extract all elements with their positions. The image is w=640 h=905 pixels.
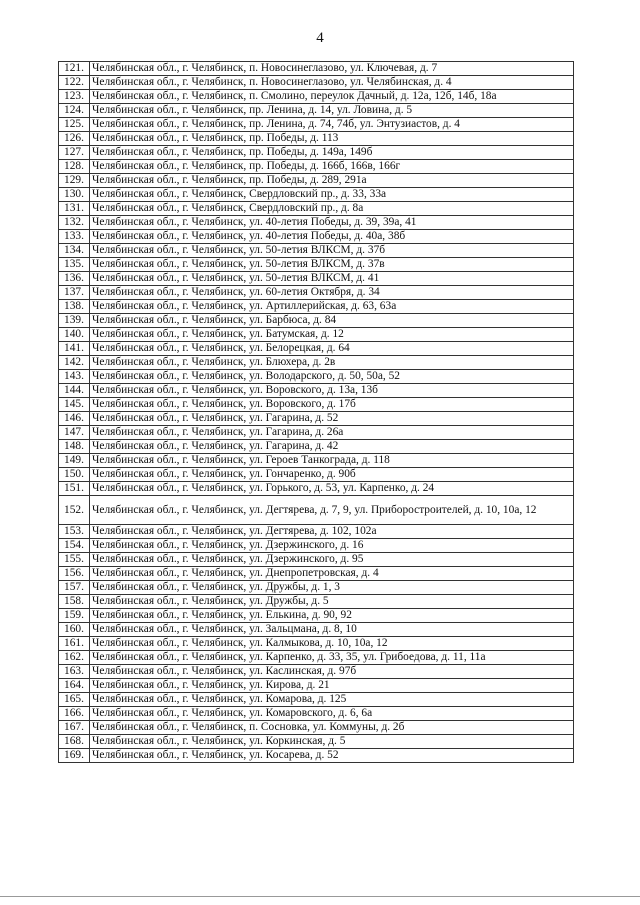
row-number: 138. <box>59 300 90 314</box>
table-row <box>59 370 574 384</box>
table-row <box>59 525 574 539</box>
table-row <box>59 300 574 314</box>
row-address: Челябинская обл., г. Челябинск, пр. Победы, д. 166б, 166в, 166г <box>90 160 574 174</box>
table-row <box>59 454 574 468</box>
row-address: Челябинская обл., г. Челябинск, ул. Каслинская, д. 97б <box>90 665 574 679</box>
row-address: Челябинская обл., г. Челябинск, ул. Дзержинского, д. 95 <box>90 553 574 567</box>
table-row <box>59 749 574 763</box>
row-address: Челябинская обл., г. Челябинск, ул. Зальцмана, д. 8, 10 <box>90 623 574 637</box>
row-address: Челябинская обл., г. Челябинск, ул. 50-летия ВЛКСМ, д. 41 <box>90 272 574 286</box>
row-number: 144. <box>59 384 90 398</box>
row-address: Челябинская обл., г. Челябинск, ул. Гончаренко, д. 90б <box>90 468 574 482</box>
table-row <box>59 160 574 174</box>
row-address: Челябинская обл., г. Челябинск, ул. Героев Танкограда, д. 118 <box>90 454 574 468</box>
table-row <box>59 356 574 370</box>
table-row <box>59 272 574 286</box>
row-address: Челябинская обл., г. Челябинск, ул. 40-летия Победы, д. 39, 39а, 41 <box>90 216 574 230</box>
row-address: Челябинская обл., г. Челябинск, ул. Белорецкая, д. 64 <box>90 342 574 356</box>
table-row <box>59 581 574 595</box>
table-row <box>59 118 574 132</box>
table-row <box>59 482 574 496</box>
row-number: 158. <box>59 595 90 609</box>
row-number: 131. <box>59 202 90 216</box>
row-address: Челябинская обл., г. Челябинск, ул. Карпенко, д. 33, 35, ул. Грибоедова, д. 11, 11а <box>90 651 574 665</box>
table-row <box>59 623 574 637</box>
table-row <box>59 230 574 244</box>
table-row <box>59 76 574 90</box>
page-number: 4 <box>316 30 324 46</box>
table-row <box>59 314 574 328</box>
row-address: Челябинская обл., г. Челябинск, ул. Дегтярева, д. 7, 9, ул. Приборостроителей, д. 10, 10а, 12 <box>90 496 574 525</box>
row-number: 156. <box>59 567 90 581</box>
row-number: 163. <box>59 665 90 679</box>
row-address: Челябинская обл., г. Челябинск, ул. Комарова, д. 125 <box>90 693 574 707</box>
row-number: 159. <box>59 609 90 623</box>
address-table-body <box>59 62 574 763</box>
table-row <box>59 707 574 721</box>
table-row <box>59 609 574 623</box>
table-row <box>59 62 574 76</box>
row-address: Челябинская обл., г. Челябинск, пр. Победы, д. 149а, 149б <box>90 146 574 160</box>
row-address: Челябинская обл., г. Челябинск, п. Новосинеглазово, ул. Ключевая, д. 7 <box>90 62 574 76</box>
row-number: 141. <box>59 342 90 356</box>
row-address: Челябинская обл., г. Челябинск, пр. Победы, д. 113 <box>90 132 574 146</box>
row-number: 124. <box>59 104 90 118</box>
row-number: 146. <box>59 412 90 426</box>
row-number: 166. <box>59 707 90 721</box>
row-number: 145. <box>59 398 90 412</box>
row-address: Челябинская обл., г. Челябинск, ул. Володарского, д. 50, 50а, 52 <box>90 370 574 384</box>
row-address: Челябинская обл., г. Челябинск, ул. Днепропетровская, д. 4 <box>90 567 574 581</box>
row-address: Челябинская обл., г. Челябинск, ул. Барбюса, д. 84 <box>90 314 574 328</box>
row-address: Челябинская обл., г. Челябинск, Свердловский пр., д. 33, 33а <box>90 188 574 202</box>
table-row <box>59 202 574 216</box>
table-row <box>59 721 574 735</box>
row-address: Челябинская обл., г. Челябинск, ул. Гагарина, д. 52 <box>90 412 574 426</box>
row-number: 161. <box>59 637 90 651</box>
table-row <box>59 384 574 398</box>
table-row <box>59 567 574 581</box>
table-row <box>59 496 574 525</box>
row-address: Челябинская обл., г. Челябинск, ул. 50-летия ВЛКСМ, д. 37б <box>90 244 574 258</box>
row-number: 147. <box>59 426 90 440</box>
row-number: 126. <box>59 132 90 146</box>
row-number: 157. <box>59 581 90 595</box>
row-number: 153. <box>59 525 90 539</box>
row-address: Челябинская обл., г. Челябинск, ул. Комаровского, д. 6, 6а <box>90 707 574 721</box>
address-table <box>58 61 574 763</box>
row-address: Челябинская обл., г. Челябинск, пр. Ленина, д. 74, 74б, ул. Энтузиастов, д. 4 <box>90 118 574 132</box>
row-number: 150. <box>59 468 90 482</box>
row-number: 130. <box>59 188 90 202</box>
table-row <box>59 426 574 440</box>
row-number: 165. <box>59 693 90 707</box>
row-address: Челябинская обл., г. Челябинск, Свердловский пр., д. 8а <box>90 202 574 216</box>
row-number: 136. <box>59 272 90 286</box>
table-row <box>59 104 574 118</box>
row-address: Челябинская обл., г. Челябинск, ул. Дзержинского, д. 16 <box>90 539 574 553</box>
row-address: Челябинская обл., г. Челябинск, ул. 60-летия Октября, д. 34 <box>90 286 574 300</box>
row-address: Челябинская обл., г. Челябинск, ул. Коркинская, д. 5 <box>90 735 574 749</box>
table-row <box>59 412 574 426</box>
row-number: 121. <box>59 62 90 76</box>
row-address: Челябинская обл., г. Челябинск, ул. 40-летия Победы, д. 40а, 38б <box>90 230 574 244</box>
row-number: 164. <box>59 679 90 693</box>
row-number: 135. <box>59 258 90 272</box>
row-address: Челябинская обл., г. Челябинск, ул. Дружбы, д. 5 <box>90 595 574 609</box>
row-number: 134. <box>59 244 90 258</box>
row-address: Челябинская обл., г. Челябинск, ул. Воровского, д. 13а, 13б <box>90 384 574 398</box>
table-row <box>59 398 574 412</box>
row-address: Челябинская обл., г. Челябинск, п. Новосинеглазово, ул. Челябинская, д. 4 <box>90 76 574 90</box>
row-number: 160. <box>59 623 90 637</box>
table-row <box>59 258 574 272</box>
row-address: Челябинская обл., г. Челябинск, ул. Косарева, д. 52 <box>90 749 574 763</box>
row-number: 142. <box>59 356 90 370</box>
row-number: 132. <box>59 216 90 230</box>
address-table-container <box>58 61 574 763</box>
table-row <box>59 637 574 651</box>
table-row <box>59 328 574 342</box>
row-number: 139. <box>59 314 90 328</box>
row-number: 152. <box>59 496 90 525</box>
table-row <box>59 216 574 230</box>
table-row <box>59 174 574 188</box>
row-number: 169. <box>59 749 90 763</box>
row-address: Челябинская обл., г. Челябинск, ул. Артиллерийская, д. 63, 63а <box>90 300 574 314</box>
row-address: Челябинская обл., г. Челябинск, ул. Воровского, д. 17б <box>90 398 574 412</box>
row-address: Челябинская обл., г. Челябинск, ул. Елькина, д. 90, 92 <box>90 609 574 623</box>
row-number: 128. <box>59 160 90 174</box>
row-address: Челябинская обл., г. Челябинск, ул. 50-летия ВЛКСМ, д. 37в <box>90 258 574 272</box>
row-number: 162. <box>59 651 90 665</box>
row-number: 154. <box>59 539 90 553</box>
row-number: 149. <box>59 454 90 468</box>
row-address: Челябинская обл., г. Челябинск, ул. Батумская, д. 12 <box>90 328 574 342</box>
row-number: 137. <box>59 286 90 300</box>
table-row <box>59 244 574 258</box>
row-address: Челябинская обл., г. Челябинск, пр. Победы, д. 289, 291а <box>90 174 574 188</box>
row-number: 129. <box>59 174 90 188</box>
table-row <box>59 665 574 679</box>
table-row <box>59 651 574 665</box>
table-row <box>59 468 574 482</box>
table-row <box>59 90 574 104</box>
table-row <box>59 735 574 749</box>
row-address: Челябинская обл., г. Челябинск, ул. Дружбы, д. 1, 3 <box>90 581 574 595</box>
table-row <box>59 539 574 553</box>
table-row <box>59 693 574 707</box>
table-row <box>59 553 574 567</box>
row-address: Челябинская обл., г. Челябинск, ул. Гагарина, д. 42 <box>90 440 574 454</box>
row-address: Челябинская обл., г. Челябинск, п. Сосновка, ул. Коммуны, д. 2б <box>90 721 574 735</box>
row-address: Челябинская обл., г. Челябинск, ул. Дегтярева, д. 102, 102а <box>90 525 574 539</box>
row-number: 155. <box>59 553 90 567</box>
row-number: 140. <box>59 328 90 342</box>
row-number: 122. <box>59 76 90 90</box>
row-number: 125. <box>59 118 90 132</box>
table-row <box>59 440 574 454</box>
table-row <box>59 286 574 300</box>
table-row <box>59 188 574 202</box>
row-number: 127. <box>59 146 90 160</box>
table-row <box>59 342 574 356</box>
table-row <box>59 146 574 160</box>
row-number: 148. <box>59 440 90 454</box>
row-address: Челябинская обл., г. Челябинск, ул. Горького, д. 53, ул. Карпенко, д. 24 <box>90 482 574 496</box>
table-row <box>59 595 574 609</box>
table-row <box>59 132 574 146</box>
row-address: Челябинская обл., г. Челябинск, ул. Гагарина, д. 26а <box>90 426 574 440</box>
page-bottom-divider <box>0 896 640 897</box>
row-number: 123. <box>59 90 90 104</box>
row-number: 168. <box>59 735 90 749</box>
row-number: 143. <box>59 370 90 384</box>
row-number: 167. <box>59 721 90 735</box>
row-number: 151. <box>59 482 90 496</box>
row-address: Челябинская обл., г. Челябинск, пр. Ленина, д. 14, ул. Ловина, д. 5 <box>90 104 574 118</box>
row-address: Челябинская обл., г. Челябинск, ул. Блюхера, д. 2в <box>90 356 574 370</box>
row-address: Челябинская обл., г. Челябинск, ул. Калмыкова, д. 10, 10а, 12 <box>90 637 574 651</box>
row-number: 133. <box>59 230 90 244</box>
row-address: Челябинская обл., г. Челябинск, п. Смолино, переулок Дачный, д. 12а, 12б, 14б, 18а <box>90 90 574 104</box>
table-row <box>59 679 574 693</box>
row-address: Челябинская обл., г. Челябинск, ул. Кирова, д. 21 <box>90 679 574 693</box>
